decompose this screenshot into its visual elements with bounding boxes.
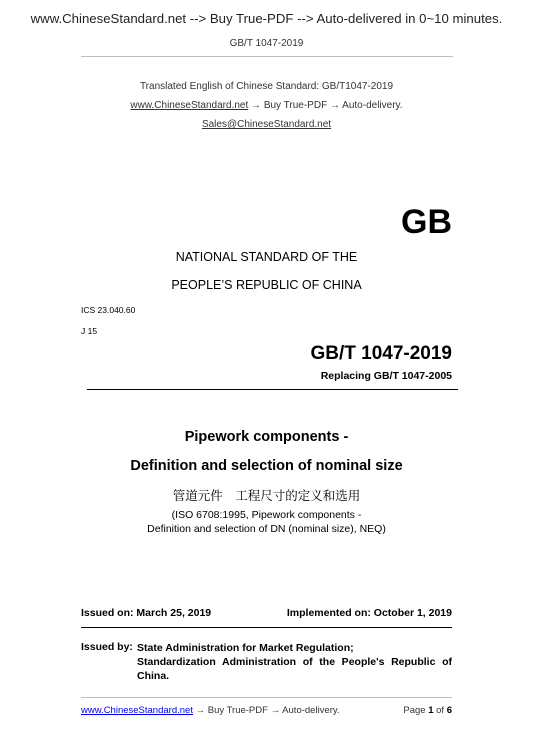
iso-reference-line1: (ISO 6708:1995, Pipework components - <box>171 509 362 521</box>
issued-on-date: Issued on: March 25, 2019 <box>81 607 212 619</box>
email-line <box>0 119 533 130</box>
title-line1: Pipework components - <box>184 429 349 445</box>
ics-code: ICS 23.040.60 <box>81 305 136 315</box>
issued-by-authorities <box>137 641 452 683</box>
sales-email-link[interactable]: Sales@ChineseStandard.net <box>201 119 332 130</box>
dates-divider <box>81 627 452 628</box>
footer-divider <box>81 697 452 698</box>
implemented-on-date: Implemented on: October 1, 2019 <box>286 607 452 619</box>
page-label: Page <box>403 705 426 716</box>
footer-chinesestandard-link[interactable]: www.ChineseStandard.net <box>81 705 193 716</box>
national-standard-line2: PEOPLE’S REPUBLIC OF CHINA <box>171 278 362 292</box>
issuer-samr: State Administration for Market Regulation; <box>137 642 354 654</box>
title-line2: Definition and selection of nominal size <box>130 458 403 474</box>
title-divider <box>87 389 458 390</box>
page-current: 1 <box>428 705 434 716</box>
iso-reference-line2: Definition and selection of DN (nominal size), NEQ) <box>147 523 386 535</box>
page-of: of <box>436 705 445 716</box>
footer-buy-suffix: → Buy True-PDF → Auto-delivery. <box>192 705 340 716</box>
chinesestandard-link[interactable]: www.ChineseStandard.net <box>130 100 249 111</box>
page-indicator <box>403 705 452 716</box>
translation-note: Translated English of Chinese Standard: GB/T1047-2019 <box>139 81 394 92</box>
issued-by-label: Issued by: <box>81 641 133 653</box>
buy-line-suffix: → Buy True-PDF → Auto-delivery. <box>248 100 403 111</box>
page-header-standard-code: GB/T 1047-2019 <box>229 38 304 49</box>
classification-code: J 15 <box>81 326 98 336</box>
issuer-sac: Standardization Administration of the People's Republic of China. <box>137 656 452 682</box>
replacing-note: Replacing GB/T 1047-2005 <box>320 370 452 382</box>
national-standard-line1: NATIONAL STANDARD OF THE <box>175 250 358 264</box>
footer-buy-line <box>81 705 340 716</box>
gb-logo: GB <box>401 203 452 241</box>
standard-number: GB/T 1047-2019 <box>310 343 452 364</box>
title-chinese: 管道元件 工程尺寸的定义和选用 <box>172 488 361 503</box>
top-banner: www.ChineseStandard.net --> Buy True-PDF --> Auto-delivered in 0~10 minutes. <box>30 11 503 26</box>
header-divider <box>81 56 453 57</box>
page-total: 6 <box>446 705 452 716</box>
buy-line <box>0 100 533 111</box>
